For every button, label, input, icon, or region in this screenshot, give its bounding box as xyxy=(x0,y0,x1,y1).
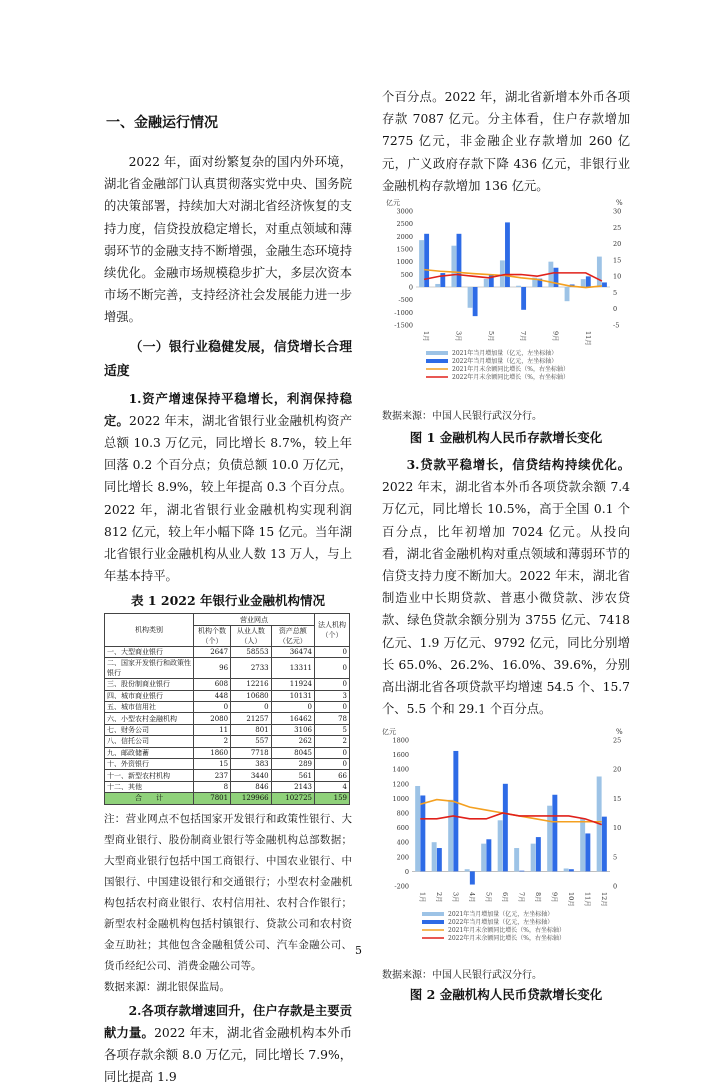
bar xyxy=(437,848,442,871)
legend-label: 2021年当月增加量（亿元，左坐标轴） xyxy=(452,350,558,358)
table-cell-value: 7718 xyxy=(231,747,272,758)
table-cell-name: 一、大型商业银行 xyxy=(105,646,194,657)
table-cell-value: 12216 xyxy=(231,679,272,690)
table-cell-value: 289 xyxy=(271,758,314,769)
fig2-source: 数据来源：中国人民银行武汉分行。 xyxy=(382,970,542,982)
y2-tick-label: 30 xyxy=(613,207,622,216)
table-row xyxy=(105,747,350,758)
table-cell-value: 0 xyxy=(315,658,350,679)
table-cell-value: 3440 xyxy=(231,770,272,781)
intro-paragraph: 2022 年，面对纷繁复杂的国内外环境，湖北省金融部门认真贯彻落实党中央、国务院的决策部署，持续加大对湖北省经济恢复的支持力度，信贷投放稳定增长，对重点领域和薄弱环节的金融支持不断增强，金融生态环境持续优化。金融市场规模稳步扩大，多层次资本市场不断完善，支持经济社会发展能力进一步增强。 xyxy=(104,155,352,325)
bar xyxy=(473,287,478,316)
table-total-row xyxy=(105,793,350,804)
y-tick-label: 0 xyxy=(408,283,413,292)
bar xyxy=(580,819,585,872)
table-cell-name: 十二、其他 xyxy=(105,781,194,792)
left-column xyxy=(104,112,352,1088)
paragraph-assets xyxy=(104,388,352,588)
table-cell-value: 21257 xyxy=(231,713,272,724)
y-tick-label: 1000 xyxy=(392,795,409,804)
legend-label: 2021年月末余额同比增长（%，右坐标轴） xyxy=(452,366,569,374)
table-cell-value: 129966 xyxy=(231,793,272,804)
bar xyxy=(448,800,453,872)
legend-swatch xyxy=(426,359,448,363)
bar xyxy=(569,870,574,872)
paragraph-deposits-lead: 2.各项存款增速回升，住户存款是主要贡献力量。 xyxy=(104,1002,352,1040)
y-tick-label: 400 xyxy=(396,839,409,848)
y2-tick-label: 10 xyxy=(613,824,622,833)
y-tick-label: -1000 xyxy=(394,308,413,317)
bar xyxy=(451,246,456,287)
table-header-group: 营业网点 xyxy=(194,614,315,625)
bar xyxy=(453,751,458,871)
paragraph-assets-body: 2022 年末，湖北省银行业金融机构资产总额 10.3 万亿元，同比增长 8.7%，较上年回落 0.2 个百分点；负债总额 10.0 万亿元，同比增长 8.9%，较上年提高 0.3 个百分点。2022 年，湖北省银行业金融机构实现利润 812 亿元，较上年小幅下降 15 亿元。当年湖北省银行业金融机构从业人数 13 万人，与上年基本持平。 xyxy=(104,413,352,584)
table-cell-name: 四、城市商业银行 xyxy=(105,690,194,701)
subsection-heading: （一）银行业稳健发展，信贷增长合理适度 xyxy=(104,339,352,379)
table-cell-value: 58553 xyxy=(231,646,272,657)
bar xyxy=(602,282,607,287)
table-cell-value: 2733 xyxy=(231,658,272,679)
y2-tick-label: -5 xyxy=(613,321,620,330)
y2-tick-label: 25 xyxy=(613,223,622,232)
y2-axis-title: % xyxy=(616,728,623,737)
fig1-caption: 图 1 金融机构人民币存款增长变化 xyxy=(409,430,603,446)
deposits-continued: 个百分点。2022 年，湖北省新增本外币各项存款 7087 亿元。分主体看，住户存款增加 7275 亿元，非金融企业存款增加 260 亿元，广义政府存款下降 436 亿元，非银行业金融机构存款增加 136 亿元。 xyxy=(382,90,630,193)
table-cell-value: 0 xyxy=(315,702,350,713)
table-cell-value: 0 xyxy=(315,758,350,769)
table-cell-value: 2143 xyxy=(271,781,314,792)
x-tick-label: 1月 xyxy=(418,892,427,904)
table-cell-value: 0 xyxy=(271,702,314,713)
y2-tick-label: 15 xyxy=(613,795,622,804)
table-cell-value: 4 xyxy=(315,781,350,792)
bar xyxy=(500,260,505,287)
table-cell-value: 11924 xyxy=(271,679,314,690)
bar xyxy=(602,817,607,872)
x-tick-label: 2月 xyxy=(434,892,443,904)
table-row xyxy=(105,781,350,792)
legend-swatch xyxy=(426,351,448,355)
deposit-chart xyxy=(382,197,630,407)
x-tick-label: 8月 xyxy=(533,892,542,904)
y2-tick-label: 20 xyxy=(613,240,622,249)
bar xyxy=(581,279,586,287)
x-tick-label: 4月 xyxy=(467,892,476,904)
table-row xyxy=(105,658,350,679)
bar xyxy=(521,287,526,310)
bank-table xyxy=(104,613,350,804)
table-cell-value: 8045 xyxy=(271,747,314,758)
x-tick-label: 7月 xyxy=(519,331,528,342)
bar xyxy=(481,844,486,872)
bar xyxy=(498,821,503,872)
table-cell-value: 8 xyxy=(194,781,231,792)
table-cell-value: 102725 xyxy=(271,793,314,804)
y2-axis-title: % xyxy=(616,199,623,208)
bar xyxy=(470,872,475,885)
table-cell-value: 608 xyxy=(194,679,231,690)
table-cell-value: 0 xyxy=(315,747,350,758)
bar xyxy=(564,869,569,872)
table-row xyxy=(105,713,350,724)
legend-swatch xyxy=(422,920,444,924)
table-cell-name: 六、小型农村金融机构 xyxy=(105,713,194,724)
legend-label: 2021年月末余额同比增长（%，右坐标轴） xyxy=(448,927,565,935)
table-cell-value: 13311 xyxy=(271,658,314,679)
y-tick-label: 2000 xyxy=(396,232,413,241)
bar xyxy=(468,287,473,308)
bar xyxy=(585,834,590,872)
table-cell-value: 16462 xyxy=(271,713,314,724)
loan-chart xyxy=(382,726,630,966)
table-row xyxy=(105,770,350,781)
legend-label: 2021年当月增加量（亿元，左坐标轴） xyxy=(448,911,554,919)
y-tick-label: 500 xyxy=(400,270,413,279)
x-tick-label: 11月 xyxy=(583,331,592,346)
bar xyxy=(565,287,570,301)
x-tick-label: 1月 xyxy=(422,331,431,342)
table-header-assets: 资产总额（亿元） xyxy=(271,625,314,646)
table-cell-value: 2080 xyxy=(194,713,231,724)
bar xyxy=(531,844,536,872)
table-cell-value: 159 xyxy=(315,793,350,804)
y-tick-label: 1200 xyxy=(392,780,409,789)
table-cell-value: 10131 xyxy=(271,690,314,701)
paragraph-assets-lead: 1.资产增速保持平稳增长，利润保持稳定。 xyxy=(104,390,352,428)
table-cell-value: 557 xyxy=(231,736,272,747)
bar xyxy=(484,279,489,287)
table-cell-value: 0 xyxy=(231,702,272,713)
table-title: 表 1 2022 年银行业金融机构情况 xyxy=(130,593,326,609)
x-tick-label: 7月 xyxy=(517,892,526,904)
section-heading: 一、金融运行情况 xyxy=(106,115,218,131)
table-cell-name: 七、财务公司 xyxy=(105,724,194,735)
bar xyxy=(420,796,425,872)
x-tick-label: 3月 xyxy=(451,892,460,904)
y2-tick-label: 20 xyxy=(613,766,622,775)
y-tick-label: 1000 xyxy=(396,258,413,267)
paragraph-loans-body: 2022 年末，湖北省本外币各项贷款余额 7.4 万亿元，同比增长 10.5%，高于全国 0.1 个百分点，比年初增加 7024 亿元。从投向看，湖北省金融机构对重点领域和薄弱环节的信贷支持力度不断加大。2022 年末，湖北省制造业中长期贷款、普惠小微贷款、涉农贷款、绿色贷款余额分别为 3755 亿元、7418 亿元、1.9 万亿元、9792 亿元，同比分别增长 65.0%、26.2%、16.0%、39.6%，分别高出湖北省各项贷款平均增速 54.5 个、15.7 个、5.5 个和 29.1 个百分点。 xyxy=(382,480,630,717)
y-tick-label: 0 xyxy=(404,868,409,877)
x-tick-label: 10月 xyxy=(566,892,575,908)
x-tick-label: 5月 xyxy=(484,892,493,904)
table-row xyxy=(105,679,350,690)
table-row xyxy=(105,690,350,701)
bar xyxy=(505,222,510,287)
paragraph-deposits xyxy=(104,1000,352,1088)
table-row xyxy=(105,736,350,747)
table-cell-value: 262 xyxy=(271,736,314,747)
series-line xyxy=(420,813,602,825)
table-cell-value: 0 xyxy=(315,646,350,657)
table-cell-value: 3106 xyxy=(271,724,314,735)
y2-tick-label: 15 xyxy=(613,256,622,265)
y-tick-label: -500 xyxy=(398,296,413,305)
y-tick-label: 800 xyxy=(396,809,409,818)
table-cell-value: 10680 xyxy=(231,690,272,701)
x-tick-label: 9月 xyxy=(551,331,560,342)
table-row xyxy=(105,758,350,769)
table-header-count: 机构个数（个） xyxy=(194,625,231,646)
table-cell-value: 66 xyxy=(315,770,350,781)
fig1-source: 数据来源：中国人民银行武汉分行。 xyxy=(382,411,542,423)
y-axis-title: 亿元 xyxy=(386,199,400,208)
table-row xyxy=(105,646,350,657)
table-cell-name: 五、城市信用社 xyxy=(105,702,194,713)
bar xyxy=(514,848,519,871)
y-tick-label: 1600 xyxy=(392,751,409,760)
paragraph-loans-lead: 3.贷款平稳增长，信贷结构持续优化。 xyxy=(406,457,630,473)
y-tick-label: -200 xyxy=(394,882,409,891)
table-cell-value: 0 xyxy=(315,679,350,690)
table-cell-name: 九、邮政储蓄 xyxy=(105,747,194,758)
table-cell-value: 0 xyxy=(194,702,231,713)
bar xyxy=(586,276,591,287)
y-tick-label: 3000 xyxy=(396,207,413,216)
table-cell-value: 1860 xyxy=(194,747,231,758)
table-cell-name: 合 计 xyxy=(105,793,194,804)
bar xyxy=(432,843,437,872)
y2-tick-label: 0 xyxy=(613,882,618,891)
y-tick-label: 2500 xyxy=(396,220,413,229)
x-tick-label: 5月 xyxy=(486,331,495,342)
bar xyxy=(516,286,521,287)
y2-tick-label: 10 xyxy=(613,272,622,281)
table-cell-value: 96 xyxy=(194,658,231,679)
table-cell-name: 三、股份制商业银行 xyxy=(105,679,194,690)
bar xyxy=(415,786,420,871)
table-header-staff: 从业人数（人） xyxy=(231,625,272,646)
table-cell-value: 2 xyxy=(315,736,350,747)
table-cell-value: 78 xyxy=(315,713,350,724)
y-tick-label: 1800 xyxy=(392,736,409,745)
bar xyxy=(519,871,524,872)
table-source: 数据来源：湖北银保监局。 xyxy=(104,980,230,993)
table-cell-value: 5 xyxy=(315,724,350,735)
y2-tick-label: 5 xyxy=(613,853,618,862)
table-cell-value: 237 xyxy=(194,770,231,781)
bar xyxy=(457,234,462,287)
table-cell-value: 36474 xyxy=(271,646,314,657)
table-header-legal: 法人机构（个） xyxy=(315,614,350,646)
y-tick-label: 600 xyxy=(396,824,409,833)
table-cell-value: 15 xyxy=(194,758,231,769)
bar xyxy=(419,240,424,287)
table-row xyxy=(105,724,350,735)
table-cell-value: 7801 xyxy=(194,793,231,804)
series-line xyxy=(420,800,602,822)
legend-label: 2022年月末余额同比增长（%，右坐标轴） xyxy=(452,374,569,382)
x-tick-label: 3月 xyxy=(454,331,463,342)
x-tick-label: 9月 xyxy=(550,892,559,904)
legend-label: 2022年月末余额同比增长（%，右坐标轴） xyxy=(448,935,565,943)
table-cell-value: 846 xyxy=(231,781,272,792)
y-tick-label: 1400 xyxy=(392,766,409,775)
legend-label: 2022年当月增加量（亿元，左坐标轴） xyxy=(452,358,558,366)
table-cell-value: 561 xyxy=(271,770,314,781)
bar xyxy=(597,257,602,287)
bar xyxy=(503,784,508,872)
y2-tick-label: 5 xyxy=(613,288,618,297)
table-cell-value: 383 xyxy=(231,758,272,769)
table-cell-name: 十、外资银行 xyxy=(105,758,194,769)
table-cell-name: 二、国家开发银行和政策性银行 xyxy=(105,658,194,679)
page-number: 5 xyxy=(355,944,362,957)
table-cell-value: 801 xyxy=(231,724,272,735)
table-row xyxy=(105,702,350,713)
bar xyxy=(486,840,491,872)
bar xyxy=(435,284,440,287)
table-cell-value: 448 xyxy=(194,690,231,701)
table-cell-value: 2 xyxy=(194,736,231,747)
fig2-caption: 图 2 金融机构人民币贷款增长变化 xyxy=(409,987,603,1003)
x-tick-label: 6月 xyxy=(500,892,509,904)
table-cell-name: 八、信托公司 xyxy=(105,736,194,747)
bar xyxy=(465,870,470,872)
y2-tick-label: 25 xyxy=(613,736,622,745)
bar xyxy=(552,795,557,872)
table-header-type: 机构类别 xyxy=(105,614,194,646)
paragraph-loans xyxy=(382,454,630,720)
legend-swatch xyxy=(422,912,444,916)
legend-label: 2022年当月增加量（亿元，左坐标轴） xyxy=(448,919,554,927)
x-tick-label: 11月 xyxy=(583,892,592,908)
x-tick-label: 12月 xyxy=(599,892,608,908)
y-tick-label: -1500 xyxy=(394,321,413,330)
table-cell-value: 3 xyxy=(315,690,350,701)
table-cell-value: 11 xyxy=(194,724,231,735)
table-cell-value: 2647 xyxy=(194,646,231,657)
right-column xyxy=(382,86,630,1003)
bar xyxy=(536,838,541,872)
y-axis-title: 亿元 xyxy=(382,728,396,737)
table-cell-name: 十一、新型农村机构 xyxy=(105,770,194,781)
y-tick-label: 1500 xyxy=(396,245,413,254)
y-tick-label: 200 xyxy=(396,853,409,862)
y2-tick-label: 0 xyxy=(613,305,618,314)
paragraph-deposits-body: 2022 年末，湖北省金融机构本外币各项存款余额 8.0 万亿元，同比增长 7.9%，同比提高 1.9 xyxy=(104,1025,352,1085)
table-note: 注：营业网点不包括国家开发银行和政策性银行、大型商业银行、股份制商业银行等金融机构总部数据；大型商业银行包括中国工商银行、中国农业银行、中国银行、中国建设银行和交通银行；小型农村金融机构包括农村商业银行、农村信用社、农村合作银行；新型农村金融机构包括村镇银行、贷款公司和农村资金互助社；其他包含金融租赁公司、汽车金融公司、货币经纪公司、消费金融公司等。 xyxy=(104,812,352,972)
